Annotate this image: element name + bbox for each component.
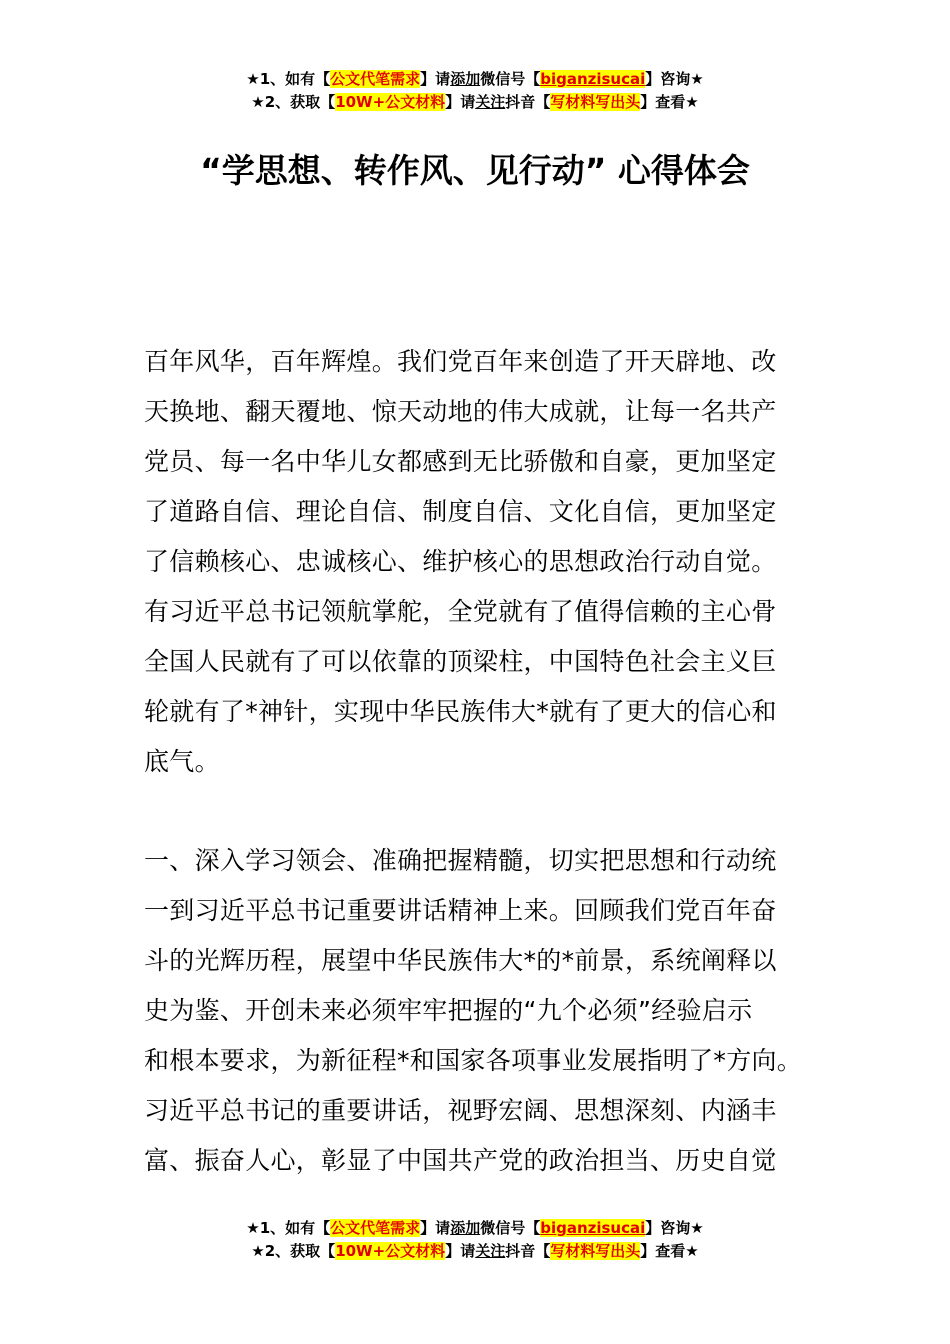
- highlight-douyin-account: 写材料写出头: [550, 93, 641, 111]
- text-line: 底气。: [144, 747, 220, 776]
- page-title: “学思想、转作风、见行动” 心得体会: [200, 151, 750, 190]
- banner-line-2: ★2、获取【10W+公文材料】请关注抖音【写材料写出头】查看★: [251, 1242, 699, 1260]
- highlight-materials: 10W+公文材料: [335, 1242, 446, 1260]
- highlight-materials: 10W+公文材料: [335, 93, 446, 111]
- wechat-id-link[interactable]: biganzisucai: [540, 70, 646, 88]
- highlight-writing-service: 公文代笔需求: [330, 70, 421, 88]
- text-line: 斗的光辉历程，展望中华民族伟大*的*前景，系统阐释以: [144, 946, 777, 975]
- text-line: 百年风华，百年辉煌。我们党百年来创造了开天辟地、改: [144, 347, 777, 376]
- footer-banner: [0, 1217, 950, 1263]
- banner-line-1: ★1、如有【公文代笔需求】请添加微信号【biganzisucai】咨询★: [246, 70, 704, 88]
- banner-line-1: ★1、如有【公文代笔需求】请添加微信号【biganzisucai】咨询★: [246, 1219, 704, 1237]
- header-banner: [0, 68, 950, 114]
- banner-line-2: ★2、获取【10W+公文材料】请关注抖音【写材料写出头】查看★: [251, 93, 699, 111]
- wechat-id-link[interactable]: biganzisucai: [540, 1219, 646, 1237]
- text-line: 和根本要求，为新征程*和国家各项事业发展指明了*方向。: [144, 1046, 803, 1075]
- text-line: 全国人民就有了可以依靠的顶梁柱，中国特色社会主义巨: [144, 647, 777, 676]
- text-line: 党员、每一名中华儿女都感到无比骄傲和自豪，更加坚定: [144, 447, 777, 476]
- text-line: 史为鉴、开创未来必须牢牢把握的“九个必须”经验启示: [144, 996, 753, 1025]
- paragraph-intro: [144, 337, 814, 787]
- paragraph-section-one: [144, 836, 814, 1186]
- text-line: 富、振奋人心，彰显了中国共产党的政治担当、历史自觉: [144, 1146, 777, 1175]
- text-line: 轮就有了*神针，实现中华民族伟大*就有了更大的信心和: [144, 697, 777, 726]
- text-line: 一到习近平总书记重要讲话精神上来。回顾我们党百年奋: [144, 896, 777, 925]
- text-line: 天换地、翻天覆地、惊天动地的伟大成就，让每一名共产: [144, 397, 777, 426]
- text-line: 有习近平总书记领航掌舵，全党就有了值得信赖的主心骨: [144, 597, 777, 626]
- text-line: 一、深入学习领会、准确把握精髓，切实把思想和行动统: [144, 846, 777, 875]
- text-line: 习近平总书记的重要讲话，视野宏阔、思想深刻、内涵丰: [144, 1096, 777, 1125]
- highlight-douyin-account: 写材料写出头: [550, 1242, 641, 1260]
- text-line: 了信赖核心、忠诚核心、维护核心的思想政治行动自觉。: [144, 547, 777, 576]
- text-line: 了道路自信、理论自信、制度自信、文化自信，更加坚定: [144, 497, 777, 526]
- highlight-writing-service: 公文代笔需求: [330, 1219, 421, 1237]
